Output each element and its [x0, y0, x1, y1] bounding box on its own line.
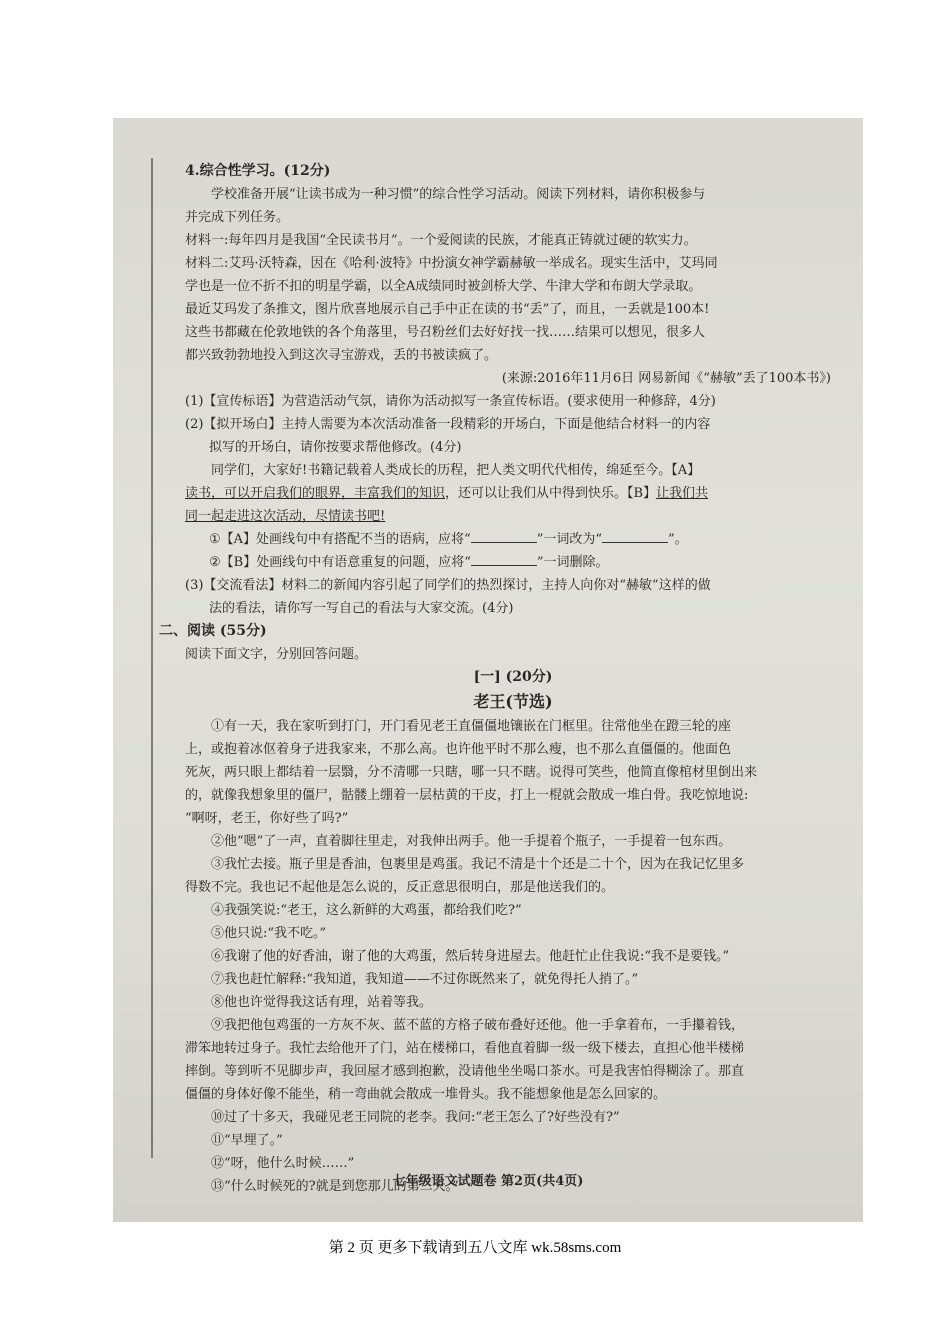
task-opening: (2)【拟开场白】主持人需要为本次活动准备一段精彩的开场白，下面是他结合材料一的内容 [185, 417, 711, 432]
subtask-b [185, 551, 841, 574]
task-slogan: (1)【宣传标语】为营造活动气氛，请你为活动拟写一条宣传标语。(要求使用一种修辞，4分) [185, 394, 716, 409]
material-two-line: 学也是一位不折不扣的明星学霸，以全A成绩同时被剑桥大学、牛津大学和布朗大学录取。 [185, 279, 702, 294]
reading-section-title: 二、阅读 (55分) [159, 623, 267, 639]
material-two-line: 最近艾玛发了条推文，图片欣喜地展示自己手中正在读的书“丢”了，而且，一丢就是100本! [185, 302, 710, 317]
subtask-a [185, 528, 841, 551]
paragraph: ⑤他只说:“我不吃。” [211, 926, 327, 941]
section-label: [一] (20分) [473, 669, 553, 685]
opening-speech: 同学们，大家好!书籍记载着人类成长的历程，把人类文明代代相传，绵延至今。【A】 [211, 463, 701, 478]
q4-title: 4.综合性学习。(12分) [185, 163, 331, 179]
paragraph: ③我忙去接。瓶子里是香油，包裹里是鸡蛋。我记不清是十个还是二十个，因为在我记忆里多 [211, 857, 745, 872]
reading-instruction: 阅读下面文字，分别回答问题。 [185, 647, 368, 662]
subtask-b-text: ”一词删除。 [536, 555, 609, 570]
news-source: (来源:2016年11月6日 网易新闻《“赫敏”丢了100本书》) [501, 371, 831, 386]
passage-title: 老王(节选) [473, 692, 553, 711]
subtask-a-text: ”一词改为“ [536, 532, 602, 547]
speech-text: ，还可以让我们从中得到快乐。【B】 [445, 486, 657, 501]
subtask-b-text: ②【B】处画线句中有语意重复的问题，应将“ [209, 555, 471, 570]
page-content [159, 160, 841, 1198]
underlined-sentence-b: 让我们共 [656, 486, 709, 501]
paragraph: ⑦我也赶忙解释:“我知道，我知道——不过你既然来了，就免得托人捎了。” [211, 972, 639, 987]
material-two-line: 都兴致勃勃地投入到这次寻宝游戏，丢的书被读疯了。 [185, 348, 498, 363]
material-two: 材料二:艾玛·沃特森，因在《哈利·波特》中扮演女神学霸赫敏一举成名。现实生活中，艾玛同 [185, 256, 718, 271]
task-opening-cont: 拟写的开场白，请你按要求帮他修改。(4分) [209, 440, 462, 455]
answer-blank[interactable] [602, 542, 668, 543]
paragraph: ②他“嗯”了一声，直着脚往里走，对我伸出两手。他一手提着个瓶子，一手提着一包东西。 [211, 834, 732, 849]
opening-speech-line [185, 482, 841, 505]
paragraph: ⑨我把他包鸡蛋的一方灰不灰、蓝不蓝的方格子破布叠好还他。他一手拿着布，一手攥着钱， [211, 1018, 745, 1033]
q4-intro: 学校准备开展“让读书成为一种习惯”的综合性学习活动。阅读下列材料，请你积极参与 [211, 187, 706, 202]
paragraph-line: 上，或抱着冰伛着身子进我家来，不那么高。也许他平时不那么瘦，也不那么直僵僵的。他面色 [185, 742, 732, 757]
paragraph: ①有一天，我在家听到打门，开门看见老王直僵僵地镶嵌在门框里。往常他坐在蹬三轮的座 [211, 719, 732, 734]
subtask-a-text: ①【A】处画线句中有搭配不当的语病，应将“ [209, 532, 471, 547]
exam-footer: 七年级语文试题卷 第2页(共4页) [392, 1174, 584, 1189]
answer-blank[interactable] [471, 542, 537, 543]
paragraph: ⑥我谢了他的好香油，谢了他的大鸡蛋，然后转身进屋去。他赶忙止住我说:“我不是要钱。” [211, 949, 730, 964]
scanned-exam-page [113, 118, 863, 1222]
underlined-sentence-b-cont: 同一起走进这次活动，尽情读书吧! [185, 509, 386, 524]
q4-intro-cont: 并完成下列任务。 [185, 210, 290, 225]
paragraph-line: 死灰，两只眼上都结着一层翳，分不清哪一只瞎，哪一只不瞎。说得可笑些，他简直像棺材里倒出来 [185, 765, 758, 780]
paragraph: ⑬“什么时候死的?就是到您那儿的第二天。” [211, 1179, 459, 1194]
paragraph: ④我强笑说:“老王，这么新鲜的大鸡蛋，都给我们吃?” [211, 903, 522, 918]
download-caption: 第 2 页 更多下载请到五八文库 wk.58sms.com [328, 1240, 622, 1256]
paragraph-line: “啊呀，老王，你好些了吗?” [185, 811, 349, 826]
answer-blank[interactable] [471, 565, 537, 566]
paragraph: ⑪“早埋了。” [211, 1133, 283, 1148]
paragraph-line: 摔倒。等到听不见脚步声，我回屋才感到抱歉，没请他坐坐喝口茶水。可是我害怕得糊涂了。那直 [185, 1064, 745, 1079]
task-opinion-cont: 法的看法，请你写一写自己的看法与大家交流。(4分) [209, 601, 514, 616]
paragraph-line: 得数不完。我也记不起他是怎么说的，反正意思很明白，那是他送我们的。 [185, 880, 615, 895]
margin-rule [151, 158, 153, 1158]
paragraph: ⑩过了十多天，我碰见老王同院的老李。我问:“老王怎么了?好些没有?” [211, 1110, 620, 1125]
paragraph: ⑫“呀，他什么时候……” [211, 1156, 355, 1171]
paragraph-line: 的，就像我想象里的僵尸，骷髅上绷着一层枯黄的干皮，打上一棍就会散成一堆白骨。我吃惊地说: [185, 788, 749, 803]
material-one: 材料一:每年四月是我国“全民读书月”。一个爱阅读的民族，才能真正铸就过硬的软实力。 [185, 233, 697, 248]
underlined-sentence-a: 读书，可以开启我们的眼界，丰富我们的知识 [185, 486, 446, 501]
paragraph-line: 滞笨地转过身子。我忙去给他开了门，站在楼梯口，看他直着脚一级一级下楼去，直担心他半楼梯 [185, 1041, 745, 1056]
subtask-a-text: ”。 [668, 532, 688, 547]
task-opinion: (3)【交流看法】材料二的新闻内容引起了同学们的热烈探讨，主持人向你对“赫敏”这样的做 [185, 578, 711, 593]
material-two-line: 这些书都藏在伦敦地铁的各个角落里，号召粉丝们去好好找一找……结果可以想见，很多人 [185, 325, 706, 340]
paragraph-line: 僵僵的身体好像不能坐，稍一弯曲就会散成一堆骨头。我不能想象他是怎么回家的。 [185, 1087, 667, 1102]
paragraph: ⑧他也许觉得我这话有理，站着等我。 [211, 995, 433, 1010]
